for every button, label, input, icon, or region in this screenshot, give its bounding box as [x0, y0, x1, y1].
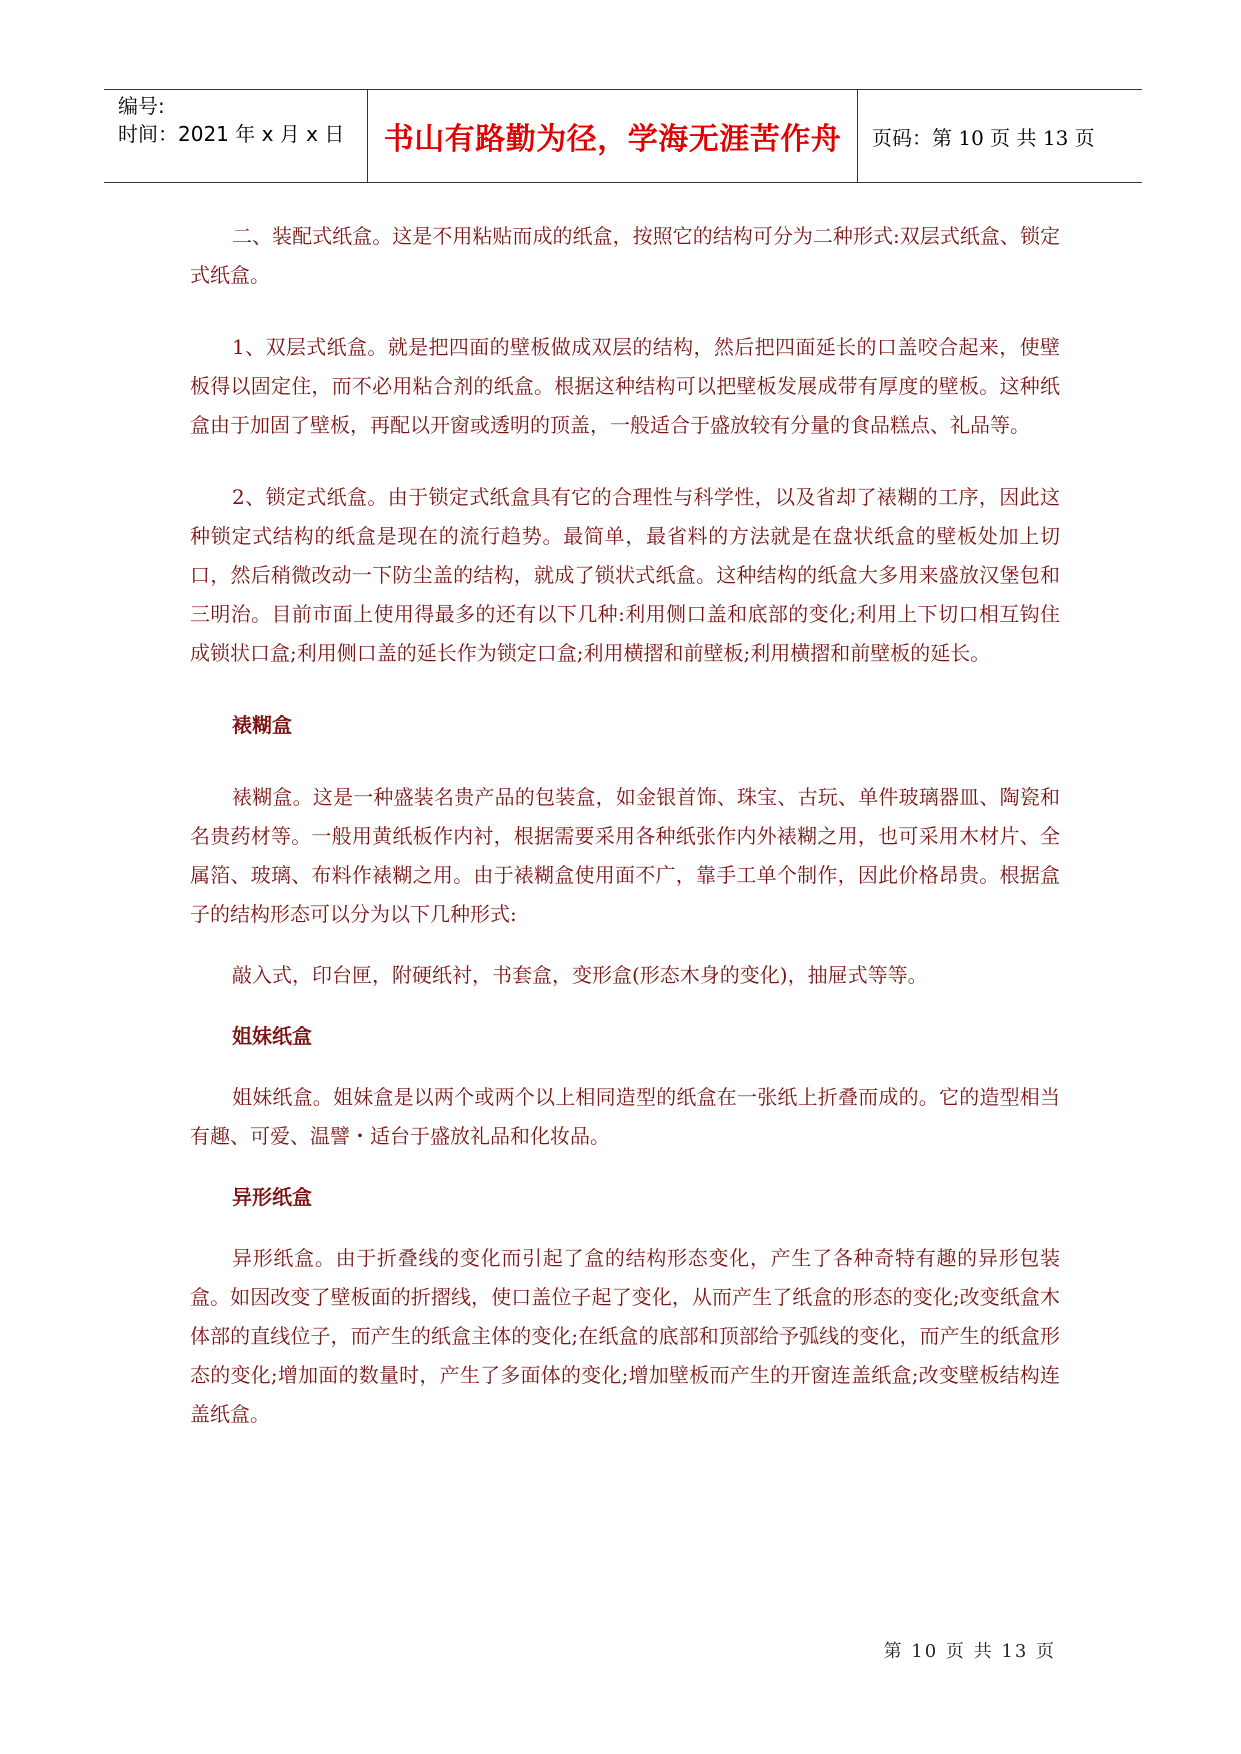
heading-mounted-box: 裱糊盒: [232, 713, 292, 737]
page-footer-number: 第 10 页 共 13 页: [883, 1641, 1056, 1662]
header-motto: 书山有路勤为径，学海无涯苦作舟: [368, 90, 858, 182]
paragraph-mounted-box-types: 敲入式，印台匣，附硬纸衬，书套盒，变形盒(形态木身的变化)，抽屉式等等。: [232, 963, 928, 987]
document-number-label: 编号:: [118, 94, 165, 118]
header-page-info: 页码：第 10 页 共 13 页: [872, 125, 1095, 150]
paragraph-double-layer-box: 1、双层式纸盒。就是把四面的壁板做成双层的结构，然后把四面延长的口盖咬合起来，使壁板得以固定住，而不必用粘合剂的纸盒。根据这种结构可以把壁板发展成带有厚度的壁板。这种纸盒由于加固了壁板，再配以开窗或透明的顶盖，一般适合于盛放较有分量的食品糕点、礼品等。: [190, 335, 1060, 437]
heading-irregular-box: 异形纸盒: [232, 1185, 312, 1209]
header-meta: [104, 90, 368, 182]
paragraph-locking-box: 2、锁定式纸盒。由于锁定式纸盒具有它的合理性与科学性，以及省却了裱糊的工序，因此这种锁定式结构的纸盒是现在的流行趋势。最简单，最省料的方法就是在盘状纸盒的壁板处加上切口，然后稍微改动一下防尘盖的结构，就成了锁状式纸盒。这种结构的纸盒大多用来盛放汉堡包和三明治。目前市面上使用得最多的还有以下几种:利用侧口盖和底部的变化;利用上下切口相互钩住成锁状口盒;利用侧口盖的延长作为锁定口盒;利用横摺和前壁板;利用横摺和前壁板的延长。: [190, 485, 1060, 665]
paragraph-sister-box: 姐妹纸盒。姐妹盒是以两个或两个以上相同造型的纸盒在一张纸上折叠而成的。它的造型相当有趣、可爱、温譬・适台于盛放礼品和化妆品。: [190, 1085, 1060, 1148]
page-header: [104, 89, 1142, 183]
document-body: [190, 217, 1060, 1434]
paragraph-mounted-box: 裱糊盒。这是一种盛装名贵产品的包装盒，如金银首饰、珠宝、古玩、单件玻璃器皿、陶瓷和名贵药材等。一般用黄纸板作内衬，根据需要采用各种纸张作内外裱糊之用，也可采用木材片、全属箔、玻璃、布料作裱糊之用。由于裱糊盒使用面不广，靠手工单个制作，因此价格昂贵。根据盒子的结构形态可以分为以下几种形式:: [190, 785, 1060, 926]
heading-sister-box: 姐妹纸盒: [232, 1024, 312, 1048]
paragraph-assembled-box: 二、装配式纸盒。这是不用粘贴而成的纸盒，按照它的结构可分为二种形式:双层式纸盒、锁定式纸盒。: [190, 224, 1060, 287]
paragraph-irregular-box: 异形纸盒。由于折叠线的变化而引起了盒的结构形态变化，产生了各种奇特有趣的异形包装盒。如因改变了壁板面的折摺线，使口盖位子起了变化，从而产生了纸盒的形态的变化;改变纸盒木体部的直线位子，而产生的纸盒主体的变化;在纸盒的底部和顶部给予弧线的变化，而产生的纸盒形态的变化;增加面的数量时，产生了多面体的变化;增加壁板而产生的开窗连盖纸盒;改变壁板结构连盖纸盒。: [190, 1246, 1060, 1426]
document-date: 时间：2021 年 x 月 x 日: [118, 122, 345, 146]
